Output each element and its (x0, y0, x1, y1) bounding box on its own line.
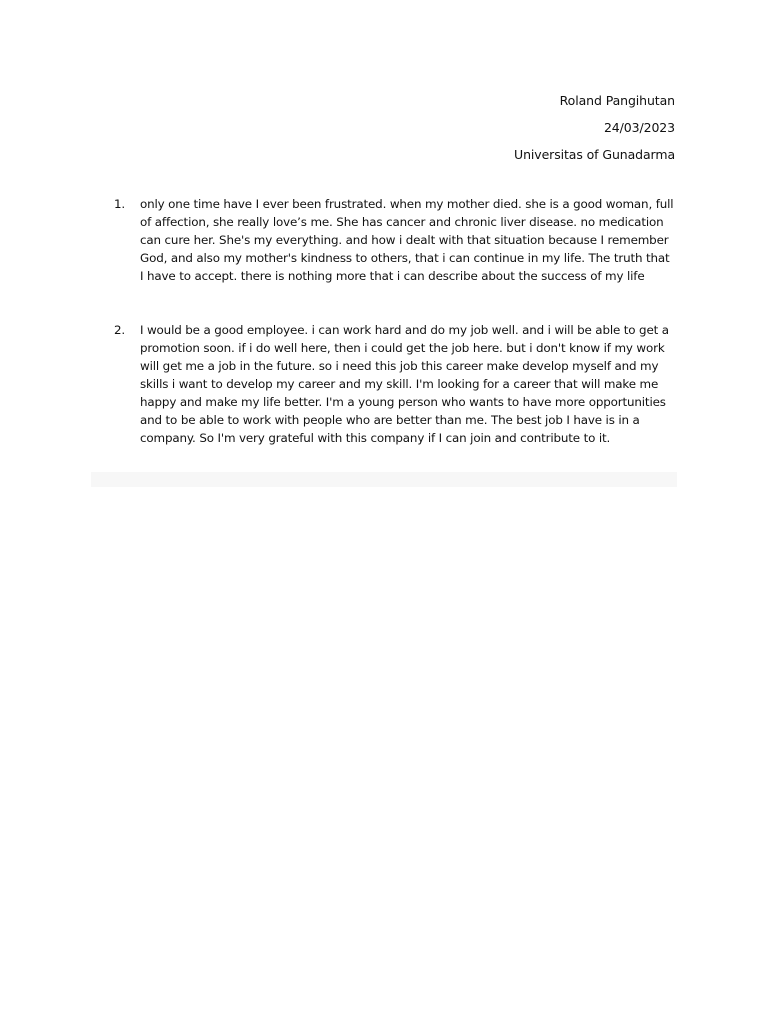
list-item (114, 321, 676, 447)
document-header (514, 87, 675, 168)
document-date: 24/03/2023 (603, 120, 675, 135)
institution-name: Universitas of Gunadarma (514, 147, 675, 162)
list-item-text: only one time have I ever been frustrated. when my mother died. she is a good woman, full of affection, she really love’s me. She has cancer and chronic liver disease. no medication can cure her. She's my everything. and how i dealt with that situation because I remember God, and also my mother's kindness to others, that i can continue in my life. The truth that I have to accept. there is nothing more that i can describe about the success of my life (140, 197, 674, 283)
list-item-text: I would be a good employee. i can work hard and do my job well. and i will be able to get a promotion soon. if i do well here, then i could get the job here. but i don't know if my work will get me a job in the future. so i need this job this career make develop myself and my skills i want to develop my career and my skill. I'm looking for a career that will make me happy and make my life better. I'm a young person who wants to have more opportunities and to be able to work with people who are better than me. The best job I have is in a company. So I'm very grateful with this company if I can join and contribute to it. (140, 323, 669, 445)
list-item-number: 1. (114, 197, 126, 211)
list-item-number: 2. (114, 323, 126, 337)
list-item (114, 195, 676, 285)
page-band (91, 472, 677, 487)
answer-list (114, 195, 676, 447)
author-name: Roland Pangihutan (559, 93, 675, 108)
